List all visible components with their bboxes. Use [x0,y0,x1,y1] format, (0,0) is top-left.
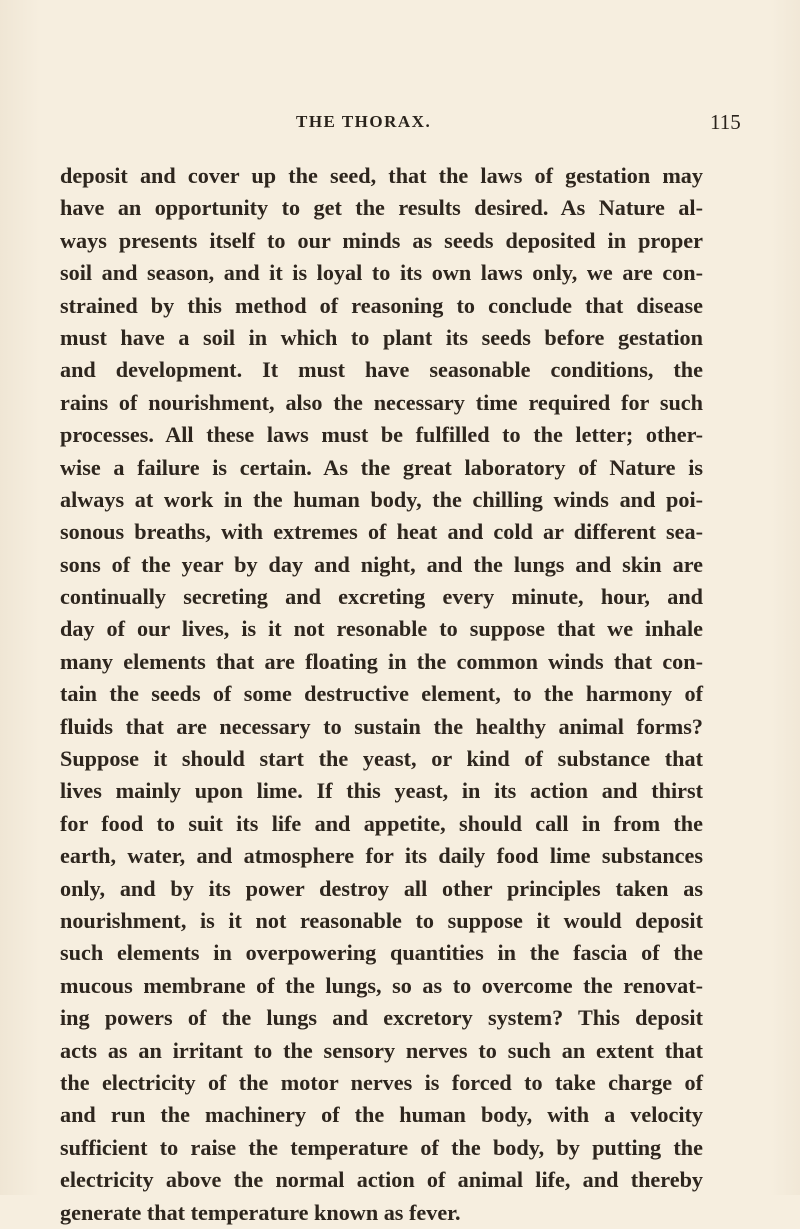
body-text [60,160,703,1229]
page-number: 115 [710,110,741,134]
text-line: only, and by its power destroy all other principles taken as [60,875,703,901]
text-line: earth, water, and atmosphere for its daily food lime substances [60,843,703,869]
text-line: day of our lives, is it not resonable to suppose that we inhale [60,616,703,642]
text-line: and run the machinery of the human body, with a velocity [60,1102,703,1128]
text-line: lives mainly upon lime. If this yeast, in its action and thirst [60,778,703,804]
text-line: rains of nourishment, also the necessary time required for such [60,389,703,415]
text-line: generate that temperature known as fever. [60,1199,461,1225]
text-line: acts as an irritant to the sensory nerves to such an extent that [60,1037,703,1063]
text-line: the electricity of the motor nerves is forced to take charge of [60,1069,703,1095]
text-line: Suppose it should start the yeast, or kind of substance that [60,746,703,772]
text-line: processes. All these laws must be fulfilled to the letter; other- [60,422,703,448]
text-line: such elements in overpowering quantities in the fascia of the [60,940,703,966]
text-line: sonous breaths, with extremes of heat and cold ar different sea- [60,519,703,545]
text-line: always at work in the human body, the chilling winds and poi- [60,486,703,512]
text-line: and development. It must have seasonable conditions, the [60,357,703,383]
running-head [0,112,800,142]
text-line: wise a failure is certain. As the great laboratory of Nature is [60,454,703,480]
text-line: must have a soil in which to plant its seeds before gestation [60,324,703,350]
text-line: ing powers of the lungs and excretory system? This deposit [60,1005,703,1031]
text-line: fluids that are necessary to sustain the healthy animal forms? [60,713,703,739]
text-line: tain the seeds of some destructive element, to the harmony of [60,681,703,707]
text-line: continually secreting and excreting every minute, hour, and [60,584,703,610]
text-line: electricity above the normal action of animal life, and thereby [60,1167,703,1193]
text-line: strained by this method of reasoning to conclude that disease [60,292,703,318]
text-line: sons of the year by day and night, and the lungs and skin are [60,551,703,577]
chapter-title: THE THORAX. [296,112,432,131]
text-line: have an opportunity to get the results desired. As Nature al- [60,195,703,221]
text-line: nourishment, is it not reasonable to suppose it would deposit [60,907,703,933]
text-line: ways presents itself to our minds as seeds deposited in proper [60,227,703,253]
text-line: sufficient to raise the temperature of the body, by putting the [60,1134,703,1160]
text-line: for food to suit its life and appetite, should call in from the [60,810,703,836]
text-line: deposit and cover up the seed, that the laws of gestation may [60,163,703,188]
text-line: mucous membrane of the lungs, so as to overcome the renovat- [60,972,703,998]
text-line: soil and season, and it is loyal to its own laws only, we are con- [60,260,703,286]
text-line: many elements that are floating in the common winds that con- [60,648,703,674]
